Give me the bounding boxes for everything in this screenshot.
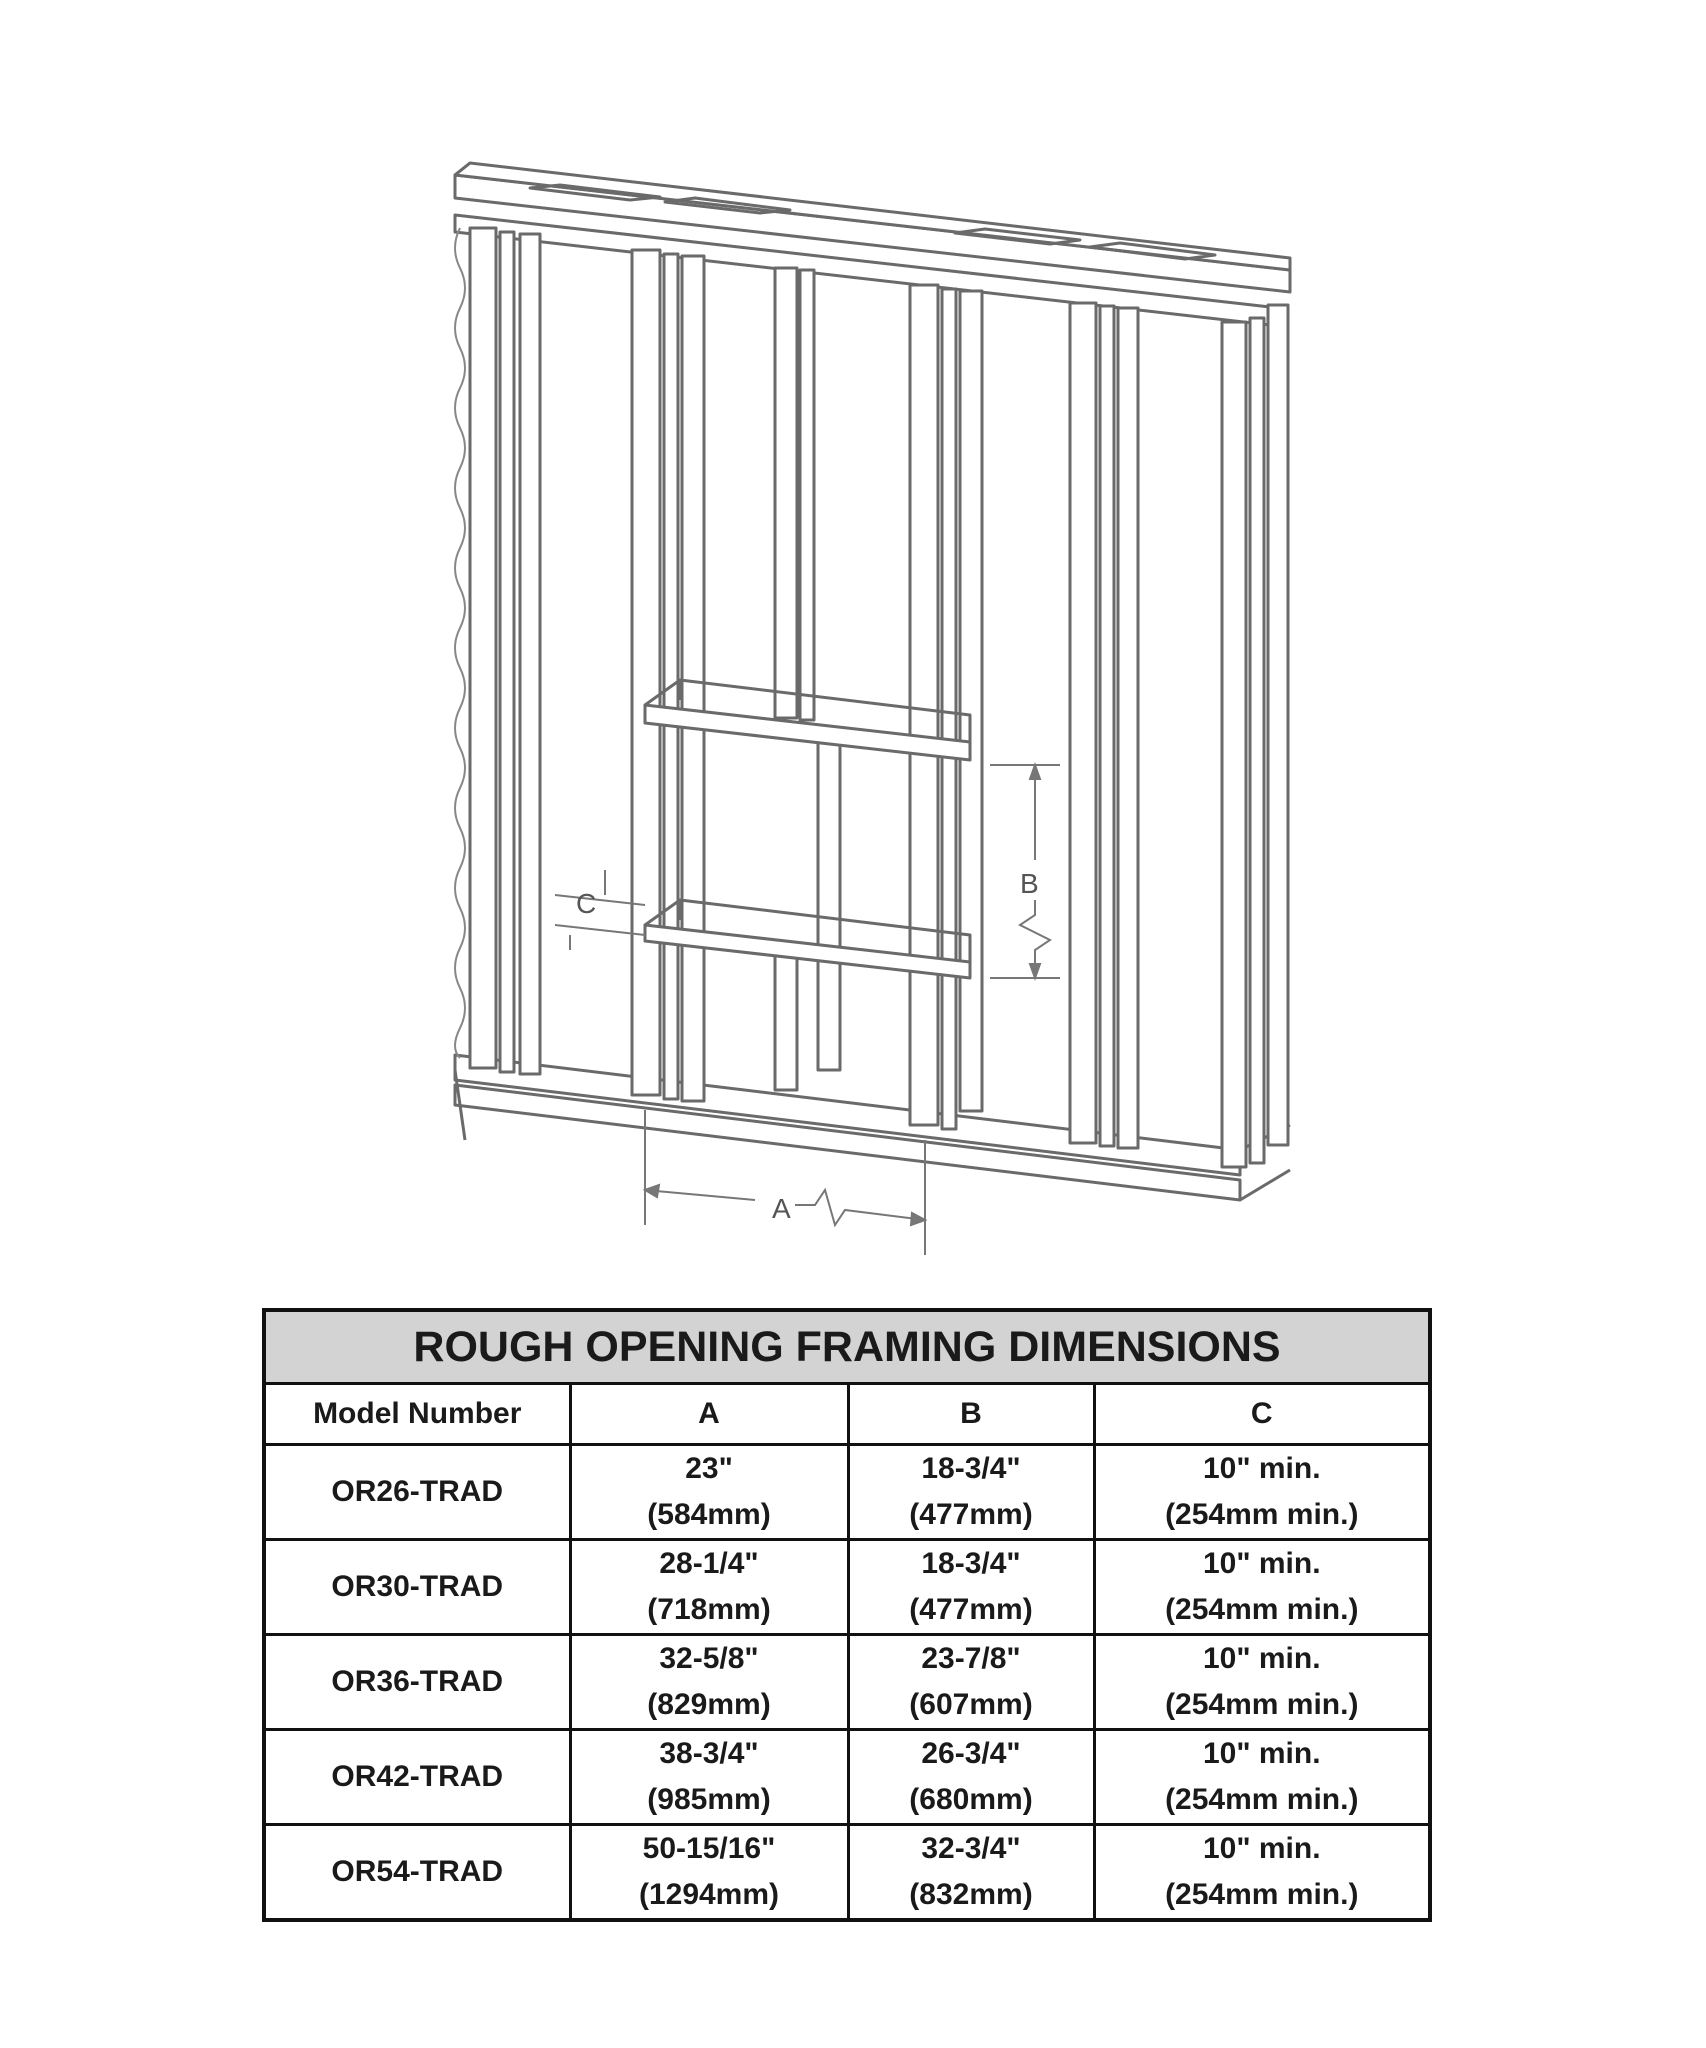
table-row	[264, 1445, 1430, 1540]
c-metric: (254mm min.)	[1165, 1688, 1359, 1721]
c-cell	[1094, 1540, 1430, 1635]
header-a: A	[570, 1384, 848, 1445]
dimension-label-c: C	[576, 888, 597, 919]
a-metric: (1294mm)	[638, 1878, 780, 1911]
a-cell	[570, 1540, 848, 1635]
b-imperial: 23-7/8"	[921, 1642, 1021, 1675]
break-line	[455, 228, 465, 1058]
c-cell	[1094, 1825, 1430, 1921]
stud	[1070, 303, 1096, 1143]
stud	[1222, 322, 1246, 1167]
c-metric: (254mm min.)	[1165, 1593, 1359, 1626]
table-row	[264, 1825, 1430, 1921]
table-row	[264, 1635, 1430, 1730]
b-imperial: 18-3/4"	[921, 1452, 1021, 1485]
b-metric: (607mm)	[909, 1688, 1033, 1721]
model-cell: OR54-TRAD	[264, 1825, 570, 1921]
b-imperial: 26-3/4"	[921, 1737, 1021, 1770]
c-cell	[1094, 1635, 1430, 1730]
dimension-label-a: A	[772, 1193, 791, 1224]
model-cell: OR26-TRAD	[264, 1445, 570, 1540]
c-cell	[1094, 1445, 1430, 1540]
a-imperial: 28-1/4"	[659, 1547, 759, 1580]
b-cell	[848, 1445, 1094, 1540]
a-cell	[570, 1825, 848, 1921]
table-row	[264, 1540, 1430, 1635]
table-row	[264, 1730, 1430, 1825]
a-imperial: 23"	[685, 1452, 733, 1485]
c-metric: (254mm min.)	[1165, 1878, 1359, 1911]
c-cell	[1094, 1730, 1430, 1825]
c-imperial: 10" min.	[1202, 1737, 1321, 1770]
b-metric: (680mm)	[909, 1783, 1033, 1816]
a-imperial: 32-5/8"	[659, 1642, 759, 1675]
rough-opening-table	[262, 1308, 1432, 1922]
model-cell: OR42-TRAD	[264, 1730, 570, 1825]
c-imperial: 10" min.	[1202, 1547, 1321, 1580]
a-metric: (829mm)	[647, 1688, 771, 1721]
model-cell: OR36-TRAD	[264, 1635, 570, 1730]
a-cell	[570, 1445, 848, 1540]
b-imperial: 18-3/4"	[921, 1547, 1021, 1580]
b-metric: (477mm)	[909, 1498, 1033, 1531]
a-metric: (718mm)	[647, 1593, 771, 1626]
c-metric: (254mm min.)	[1165, 1783, 1359, 1816]
stud	[470, 228, 496, 1068]
a-imperial: 50-15/16"	[642, 1832, 776, 1865]
header-c: C	[1094, 1384, 1430, 1445]
header-model-number: Model Number	[264, 1384, 570, 1445]
dimension-label-b: B	[1020, 868, 1039, 899]
a-imperial: 38-3/4"	[659, 1737, 759, 1770]
model-cell: OR30-TRAD	[264, 1540, 570, 1635]
b-cell	[848, 1825, 1094, 1921]
a-cell	[570, 1730, 848, 1825]
b-imperial: 32-3/4"	[921, 1832, 1021, 1865]
c-imperial: 10" min.	[1202, 1452, 1321, 1485]
c-metric: (254mm min.)	[1165, 1498, 1359, 1531]
a-metric: (985mm)	[647, 1783, 771, 1816]
stud	[910, 285, 938, 1125]
a-cell	[570, 1635, 848, 1730]
c-imperial: 10" min.	[1202, 1642, 1321, 1675]
b-cell	[848, 1635, 1094, 1730]
c-imperial: 10" min.	[1202, 1832, 1321, 1865]
b-cell	[848, 1730, 1094, 1825]
table-title: ROUGH OPENING FRAMING DIMENSIONS	[264, 1310, 1430, 1384]
top-plate-back	[455, 163, 1290, 270]
stud	[775, 268, 797, 718]
a-metric: (584mm)	[647, 1498, 771, 1531]
b-cell	[848, 1540, 1094, 1635]
stud	[632, 250, 660, 1095]
header-b: B	[848, 1384, 1094, 1445]
b-metric: (477mm)	[909, 1593, 1033, 1626]
b-metric: (832mm)	[909, 1878, 1033, 1911]
